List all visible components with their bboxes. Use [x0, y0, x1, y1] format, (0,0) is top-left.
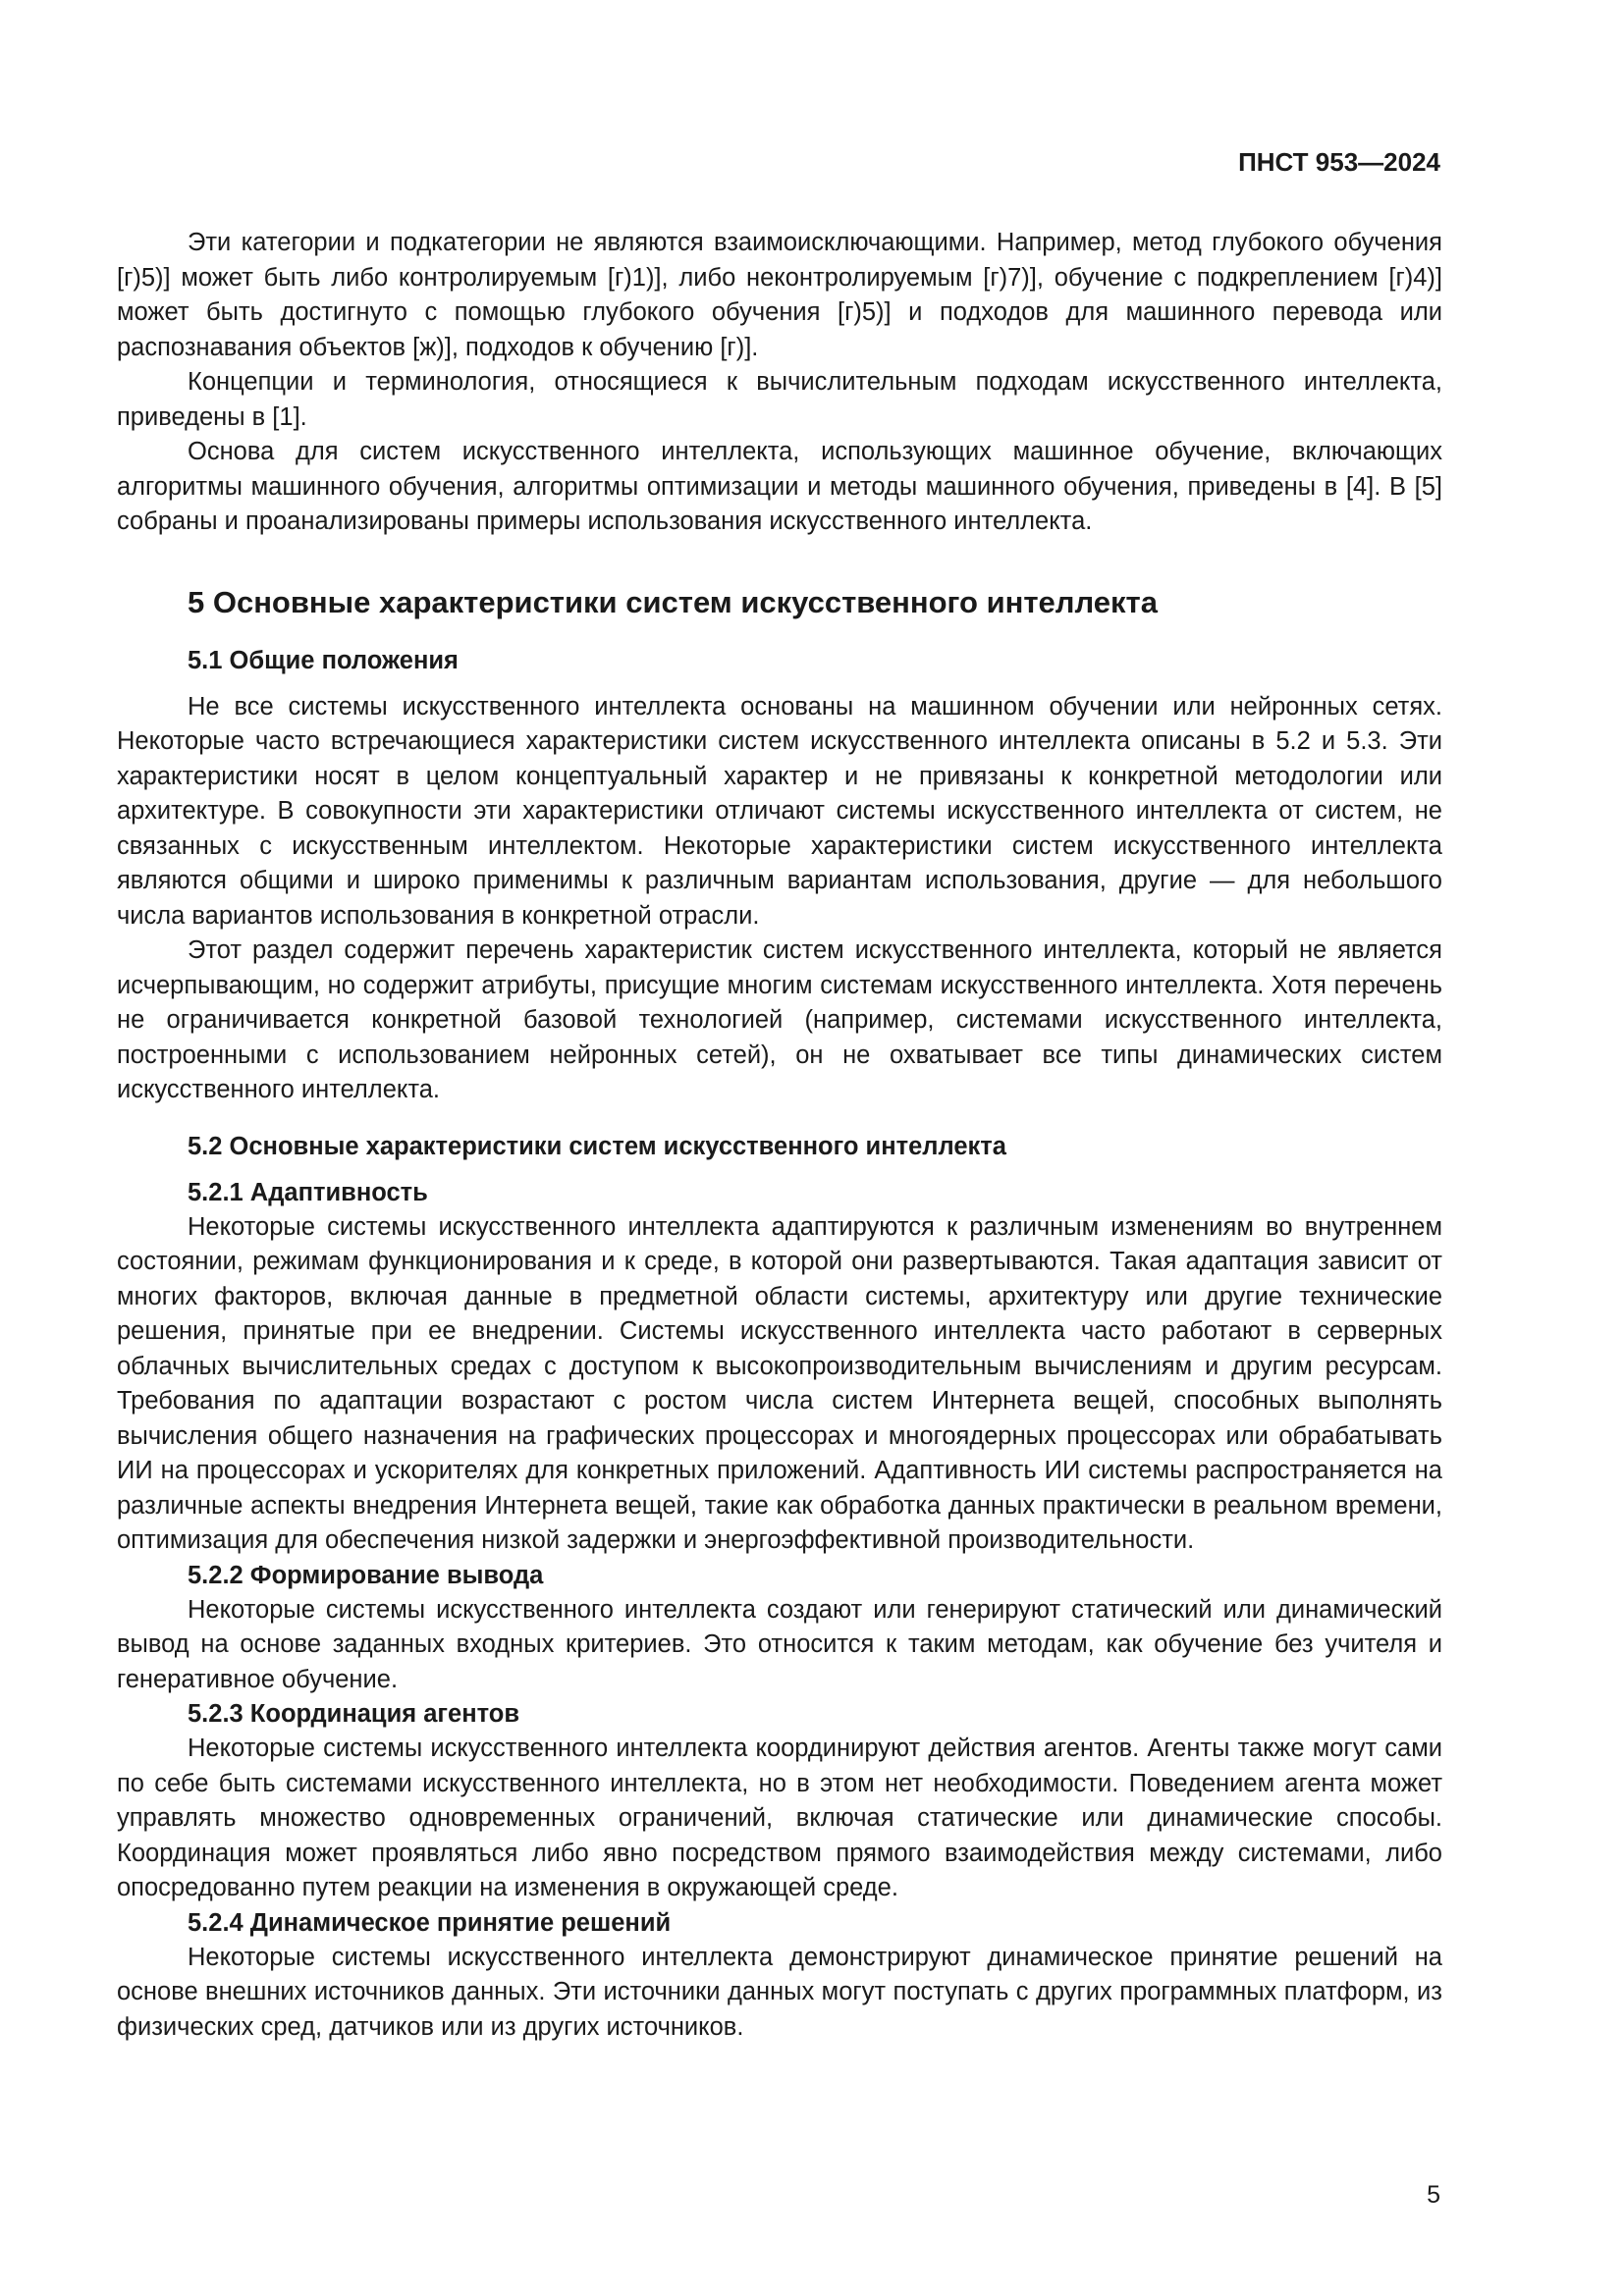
section-5-2-3-heading: 5.2.3 Координация агентов	[188, 1700, 520, 1728]
intro-paragraph-3: Основа для систем искусственного интеллекта, использующих машинное обучение, включающих алгоритмы машинного обучения, алгоритмы оптимизации и методы машинного обучения, приведены в [4]. В [5] собраны и проанализированы примеры использования искусственного интеллекта.	[117, 438, 1442, 535]
section-5-2-2-paragraph: Некоторые системы искусственного интеллекта создают или генерируют статический или динамический вывод на основе заданных входных критериев. Это относится к таким методам, как обучение без учителя и генеративное обучение.	[117, 1595, 1442, 1693]
document-body	[117, 226, 1442, 2045]
section-5-2-3-paragraph: Некоторые системы искусственного интеллекта координируют действия агентов. Агенты также могут сами по себе быть системами искусственного интеллекта, но в этом нет необходимости. Поведением агента может управлять множество одновременных ограничений, включая статические или динамические способы. Координация может проявляться либо явно посредством прямого взаимодействия между системами, либо опосредованно путем реакции на изменения в окружающей среде.	[117, 1735, 1442, 1901]
section-5-heading: 5 Основные характеристики систем искусственного интеллекта	[188, 584, 1158, 619]
section-5-2-1-heading: 5.2.1 Адаптивность	[188, 1178, 428, 1206]
section-5-2-1-paragraph: Некоторые системы искусственного интеллекта адаптируются к различным изменениям во внутреннем состоянии, режимам функционирования и к среде, в которой они развертываются. Такая адаптация зависит от многих факторов, включая данные в предметной области системы, архитектуру или другие технические решения, принятые при ее внедрении. Системы искусственного интеллекта часто работают в серверных облачных вычислительных средах с доступом к высокопроизводительным вычислениям и другим ресурсам. Требования по адаптации возрастают с ростом числа систем Интернета вещей, способных выполнять вычисления общего назначения на графических процессорах и многоядерных процессорах или обрабатывать ИИ на процессорах и ускорителях для конкретных приложений. Адаптивность ИИ системы распространяется на различные аспекты внедрения Интернета вещей, такие как обработка данных практически в реальном времени, оптимизация для обеспечения низкой задержки и энергоэффективной производительности.	[117, 1212, 1442, 1554]
document-code: ПНСТ 953—2024	[1238, 147, 1440, 177]
section-5-2-4-paragraph: Некоторые системы искусственного интеллекта демонстрируют динамическое принятие решений на основе внешних источников данных. Эти источники данных могут поступать с других программных платформ, из физических сред, датчиков или из других источников.	[117, 1943, 1442, 2041]
section-5-2-heading: 5.2 Основные характеристики систем искусственного интеллекта	[188, 1132, 1006, 1160]
section-5-1-heading: 5.1 Общие положения	[188, 646, 459, 674]
section-5-1-paragraph-1: Не все системы искусственного интеллекта основаны на машинном обучении или нейронных сетях. Некоторые часто встречающиеся характеристики систем искусственного интеллекта описаны в 5.2 и 5.3. Эти характеристики носят в целом концептуальный характер и не привязаны к конкретной методологии или архитектуре. В совокупности эти характеристики отличают системы искусственного интеллекта от систем, не связанных с искусственным интеллектом. Некоторые характеристики систем искусственного интеллекта являются общими и широко применимы к различным вариантам использования, другие — для небольшого числа вариантов использования в конкретной отрасли.	[117, 692, 1442, 930]
section-5-1-paragraph-2: Этот раздел содержит перечень характеристик систем искусственного интеллекта, который не является исчерпывающим, но содержит атрибуты, присущие многим системам искусственного интеллекта. Хотя перечень не ограничивается конкретной базовой технологией (например, системами искусственного интеллекта, построенными с использованием нейронных сетей), он не охватывает все типы динамических систем искусственного интеллекта.	[117, 936, 1442, 1103]
page-number: 5	[1427, 2181, 1440, 2209]
intro-paragraph-1: Эти категории и подкатегории не являются взаимоисключающими. Например, метод глубокого обучения [г)5)] может быть либо контролируемым [г)1)], либо неконтролируемым [г)7)], обучение с подкреплением [г)4)] может быть достигнуто с помощью глубокого обучения [г)5)] и подходов для машинного перевода или распознавания объектов [ж)], подходов к обучению [г)].	[117, 229, 1442, 361]
section-5-2-4-heading: 5.2.4 Динамическое принятие решений	[188, 1908, 672, 1937]
intro-paragraph-2: Концепции и терминология, относящиеся к вычислительным подходам искусственного интеллекта, приведены в [1].	[117, 368, 1442, 431]
section-5-2-2-heading: 5.2.2 Формирование вывода	[188, 1561, 544, 1589]
